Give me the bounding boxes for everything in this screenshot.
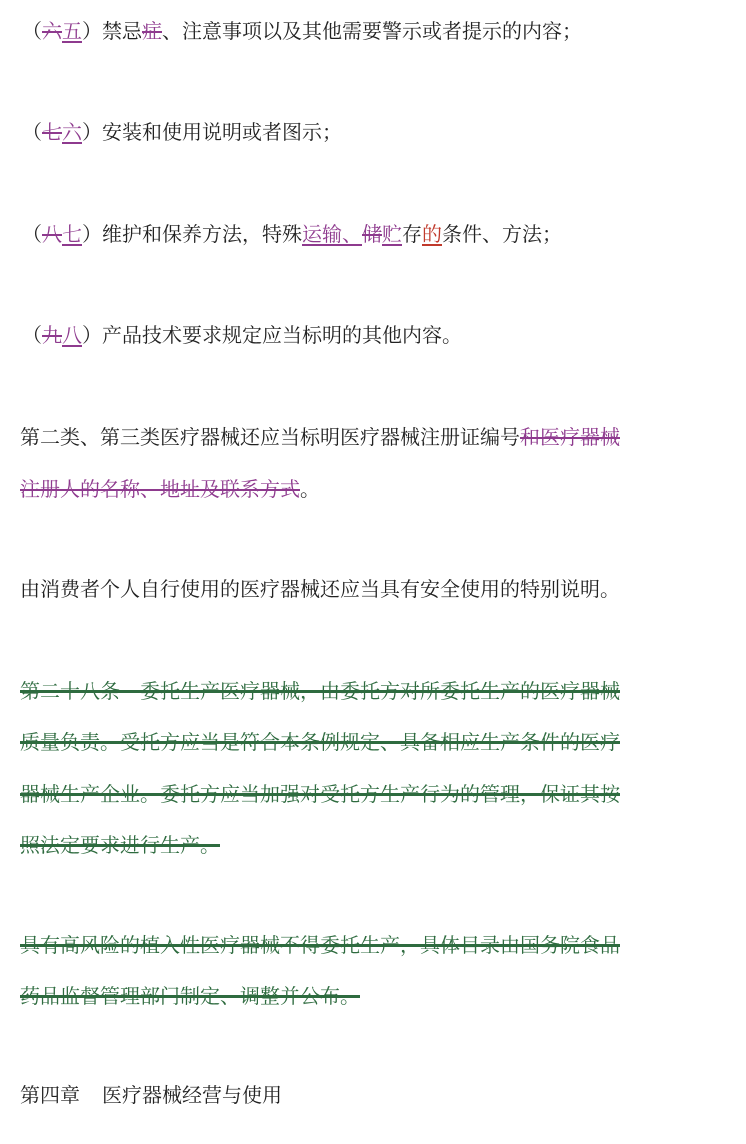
chapter-heading (20, 1080, 282, 1110)
paren-close: ） (82, 120, 102, 144)
paren-open: （ (22, 222, 42, 246)
registration-paragraph-line-1 (20, 422, 620, 452)
chapter-number: 第四章 (20, 1083, 80, 1107)
paren-open: （ (22, 323, 42, 347)
deleted-text: 第二十八条 委托生产医疗器械，由委托方对所委托生产的医疗器械 (20, 679, 620, 703)
inserted-text: 贮 (382, 222, 402, 246)
inserted-text: 运输、 (302, 222, 362, 246)
inserted-text-red: 的 (422, 222, 442, 246)
item-text: 条件、方法； (442, 222, 562, 246)
paren-open: （ (22, 120, 42, 144)
deleted-text: 具有高风险的植入性医疗器械不得委托生产，具体目录由国务院食品 (20, 933, 620, 957)
paren-close: ） (82, 19, 102, 43)
deleted-text: 注册人的名称、地址及联系方式 (20, 477, 300, 501)
list-item-7 (22, 219, 562, 249)
list-item-5 (22, 16, 582, 46)
item-text-pre: 维护和保养方法，特殊 (102, 222, 302, 246)
deleted-number: 八 (42, 222, 62, 246)
item-text: 、注意事项以及其他需要警示或者提示的内容； (162, 19, 582, 43)
deleted-number: 七 (42, 120, 62, 144)
deleted-number: 九 (42, 323, 62, 347)
consumer-paragraph: 由消费者个人自行使用的医疗器械还应当具有安全使用的特别说明。 (20, 577, 620, 601)
deleted-article-line-3 (20, 779, 620, 809)
inserted-number: 六 (62, 120, 82, 144)
registration-paragraph-line-2 (20, 474, 320, 504)
deleted-number: 六 (42, 19, 62, 43)
inserted-number: 七 (62, 222, 82, 246)
deleted-high-risk-line-2 (20, 981, 360, 1011)
deleted-text: 照法定要求进行生产。 (20, 833, 220, 857)
paragraph-text: 。 (300, 477, 320, 501)
deleted-article-line-2 (20, 727, 620, 757)
paren-open: （ (22, 19, 42, 43)
deleted-text: 症 (142, 19, 162, 43)
chapter-title: 医疗器械经营与使用 (102, 1083, 282, 1107)
item-text: 产品技术要求规定应当标明的其他内容。 (102, 323, 462, 347)
list-item-8 (22, 320, 462, 350)
deleted-text: 和医疗器械 (520, 425, 620, 449)
deleted-text: 质量负责。受托方应当是符合本条例规定、具备相应生产条件的医疗 (20, 730, 620, 754)
inserted-number: 五 (62, 19, 82, 43)
inserted-number: 八 (62, 323, 82, 347)
deleted-article-line-4 (20, 830, 220, 860)
paren-close: ） (82, 323, 102, 347)
deleted-text: 药品监督管理部门制定、调整并公布。 (20, 984, 360, 1008)
deleted-high-risk-line-1 (20, 930, 620, 960)
item-text-pre: 禁忌 (102, 19, 142, 43)
paren-close: ） (82, 222, 102, 246)
deleted-text: 储 (362, 222, 382, 246)
item-text-mid: 存 (402, 222, 422, 246)
item-text: 安装和使用说明或者图示； (102, 120, 342, 144)
deleted-text: 器械生产企业。委托方应当加强对受托方生产行为的管理，保证其按 (20, 782, 620, 806)
deleted-article-line-1 (20, 676, 620, 706)
paragraph-text: 第二类、第三类医疗器械还应当标明医疗器械注册证编号 (20, 425, 520, 449)
list-item-6 (22, 117, 342, 147)
